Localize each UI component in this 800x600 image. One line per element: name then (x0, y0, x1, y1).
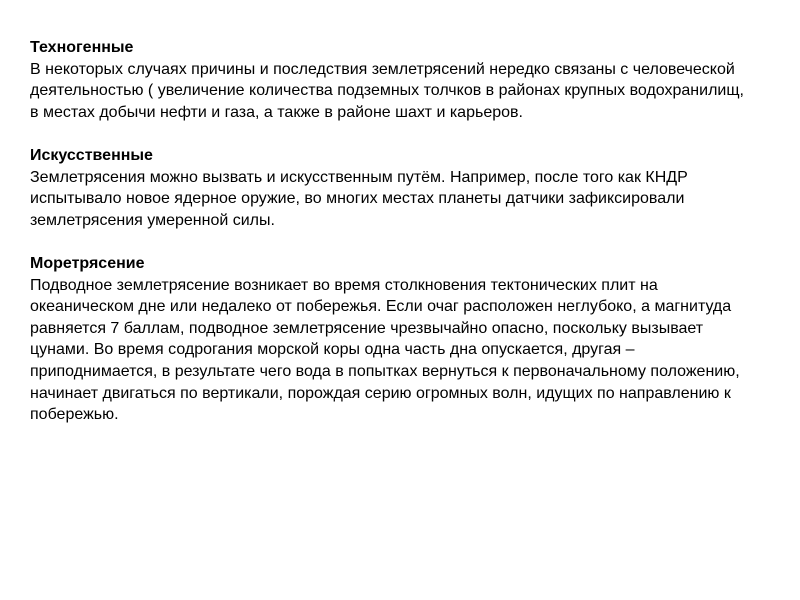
section-title: Моретрясение (30, 254, 145, 272)
section-title: Техногенные (30, 39, 134, 56)
slide-content (30, 37, 750, 447)
section-body: Подводное землетрясение возникает во время столкновения тектонических плит на океаническом дне или недалеко от побережья. Если очаг расположен неглубоко, а магнитуда равняется 7 баллам, подводное землетрясение чрезвычайно опасно, поскольку вызывает цунами. Во время содрогания морской коры одна часть дна опускается, другая – приподнимается, в результате чего вода в попытках вернуться к первоначальному положению, начинает двигаться по вертикали, порождая серию огромных волн, идущих по направлению к побережью. (30, 276, 740, 424)
section-artificial (30, 145, 750, 231)
section-title: Искусственные (30, 146, 153, 164)
section-body: Землетрясения можно вызвать и искусственным путём. Например, после того как КНДР испытывало новое ядерное оружие, во многих местах планеты датчики зафиксировали землетрясения умеренной силы. (30, 168, 688, 229)
section-seaquake (30, 253, 750, 426)
section-technogenic (30, 37, 750, 123)
section-body: В некоторых случаях причины и последствия землетрясений нередко связаны с человеческой деятельностью ( увеличение количества подземных толчков в районах крупных водохранилищ, в местах добычи нефти и газа, а также в районе шахт и карьеров. (30, 60, 744, 121)
